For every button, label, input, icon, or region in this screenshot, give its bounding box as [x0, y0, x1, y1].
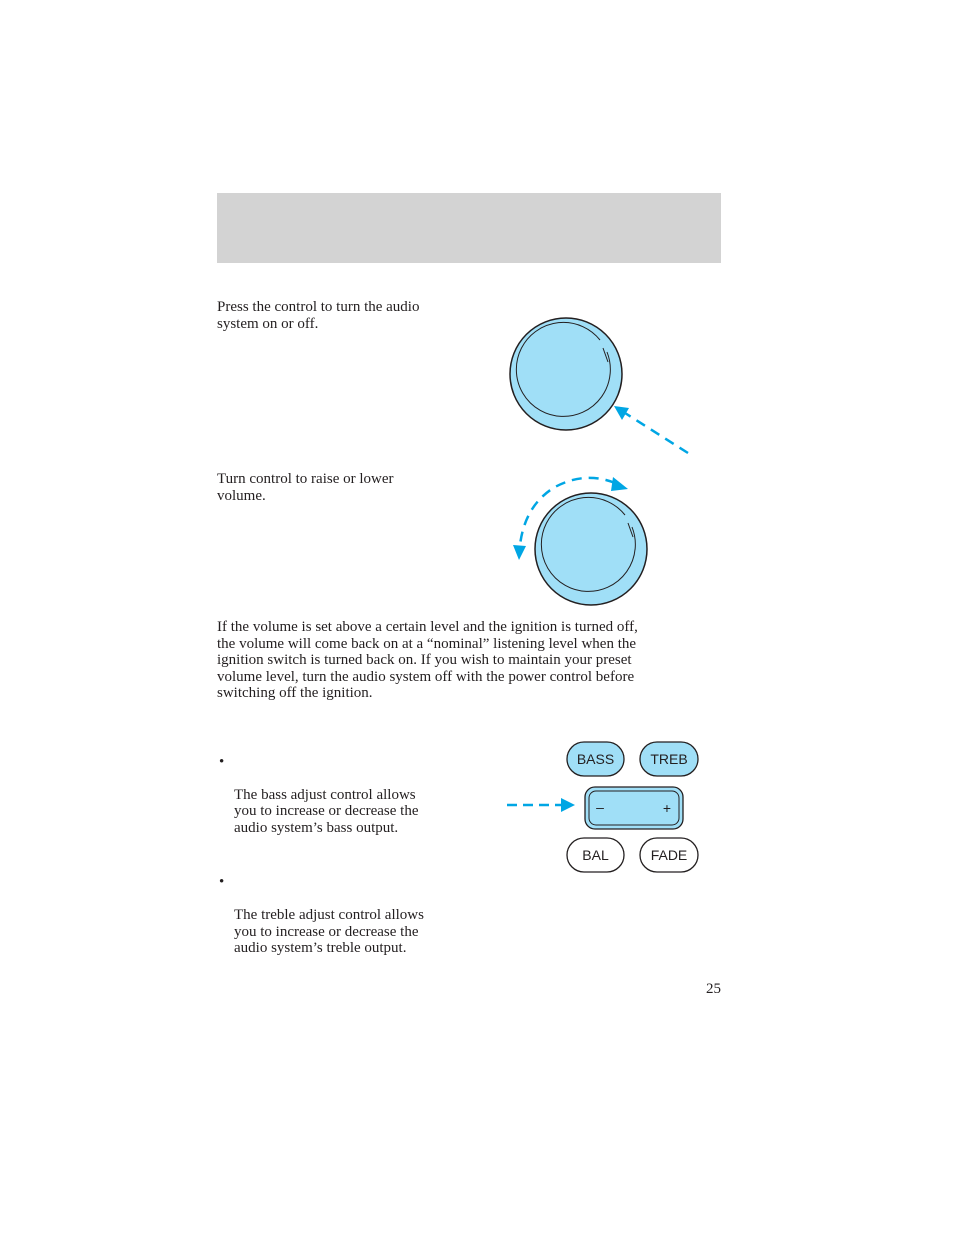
volume-knob-illustration — [495, 465, 665, 615]
power-knob-illustration — [495, 300, 705, 470]
treble-bullet-text: The treble adjust control allows you to increase or decrease the audio system’s treble output. — [234, 907, 424, 956]
treb-button-label: TREB — [650, 751, 688, 767]
bal-button-label: BAL — [582, 847, 609, 863]
press-arrow-shaft — [625, 413, 688, 453]
bass-button[interactable] — [567, 742, 624, 776]
power-knob[interactable] — [510, 318, 622, 430]
tone-controls-illustration — [495, 730, 715, 880]
volume-nominal-note: If the volume is set above a certain level and the ignition is turned off, the volume will come back on at a “nominal” listening level when the ignition switch is turned back on. If you wish to maintain your preset volume level, turn the audio system off with the power control before switching off the ignition. — [217, 619, 638, 701]
bass-bullet-text: The bass adjust control allows you to increase or decrease the audio system’s bass output. — [234, 786, 419, 836]
treb-button[interactable] — [640, 742, 698, 776]
fade-button[interactable] — [640, 838, 698, 872]
volume-knob[interactable] — [535, 493, 647, 605]
bullet-dot: • — [219, 874, 225, 890]
bal-button[interactable] — [567, 838, 624, 872]
power-instruction: Press the control to turn the audio system on or off. — [217, 299, 420, 332]
header-band — [217, 193, 721, 263]
rotate-arrow-head-bottom — [513, 545, 526, 560]
adjust-rocker[interactable] — [585, 787, 683, 829]
adjust-arrow-head — [561, 798, 575, 812]
tone-bullet-list — [217, 737, 467, 995]
bullet-dot: • — [219, 753, 225, 770]
list-item — [217, 874, 467, 973]
page-number: 25 — [706, 981, 721, 997]
rotate-arrow-head-top — [611, 477, 628, 491]
volume-instruction: Turn control to raise or lower volume. — [217, 471, 394, 504]
fade-button-label: FADE — [650, 847, 688, 863]
plus-label: + — [662, 800, 672, 816]
minus-label: – — [596, 799, 604, 815]
bass-button-label: BASS — [576, 751, 615, 767]
list-item — [217, 754, 467, 853]
